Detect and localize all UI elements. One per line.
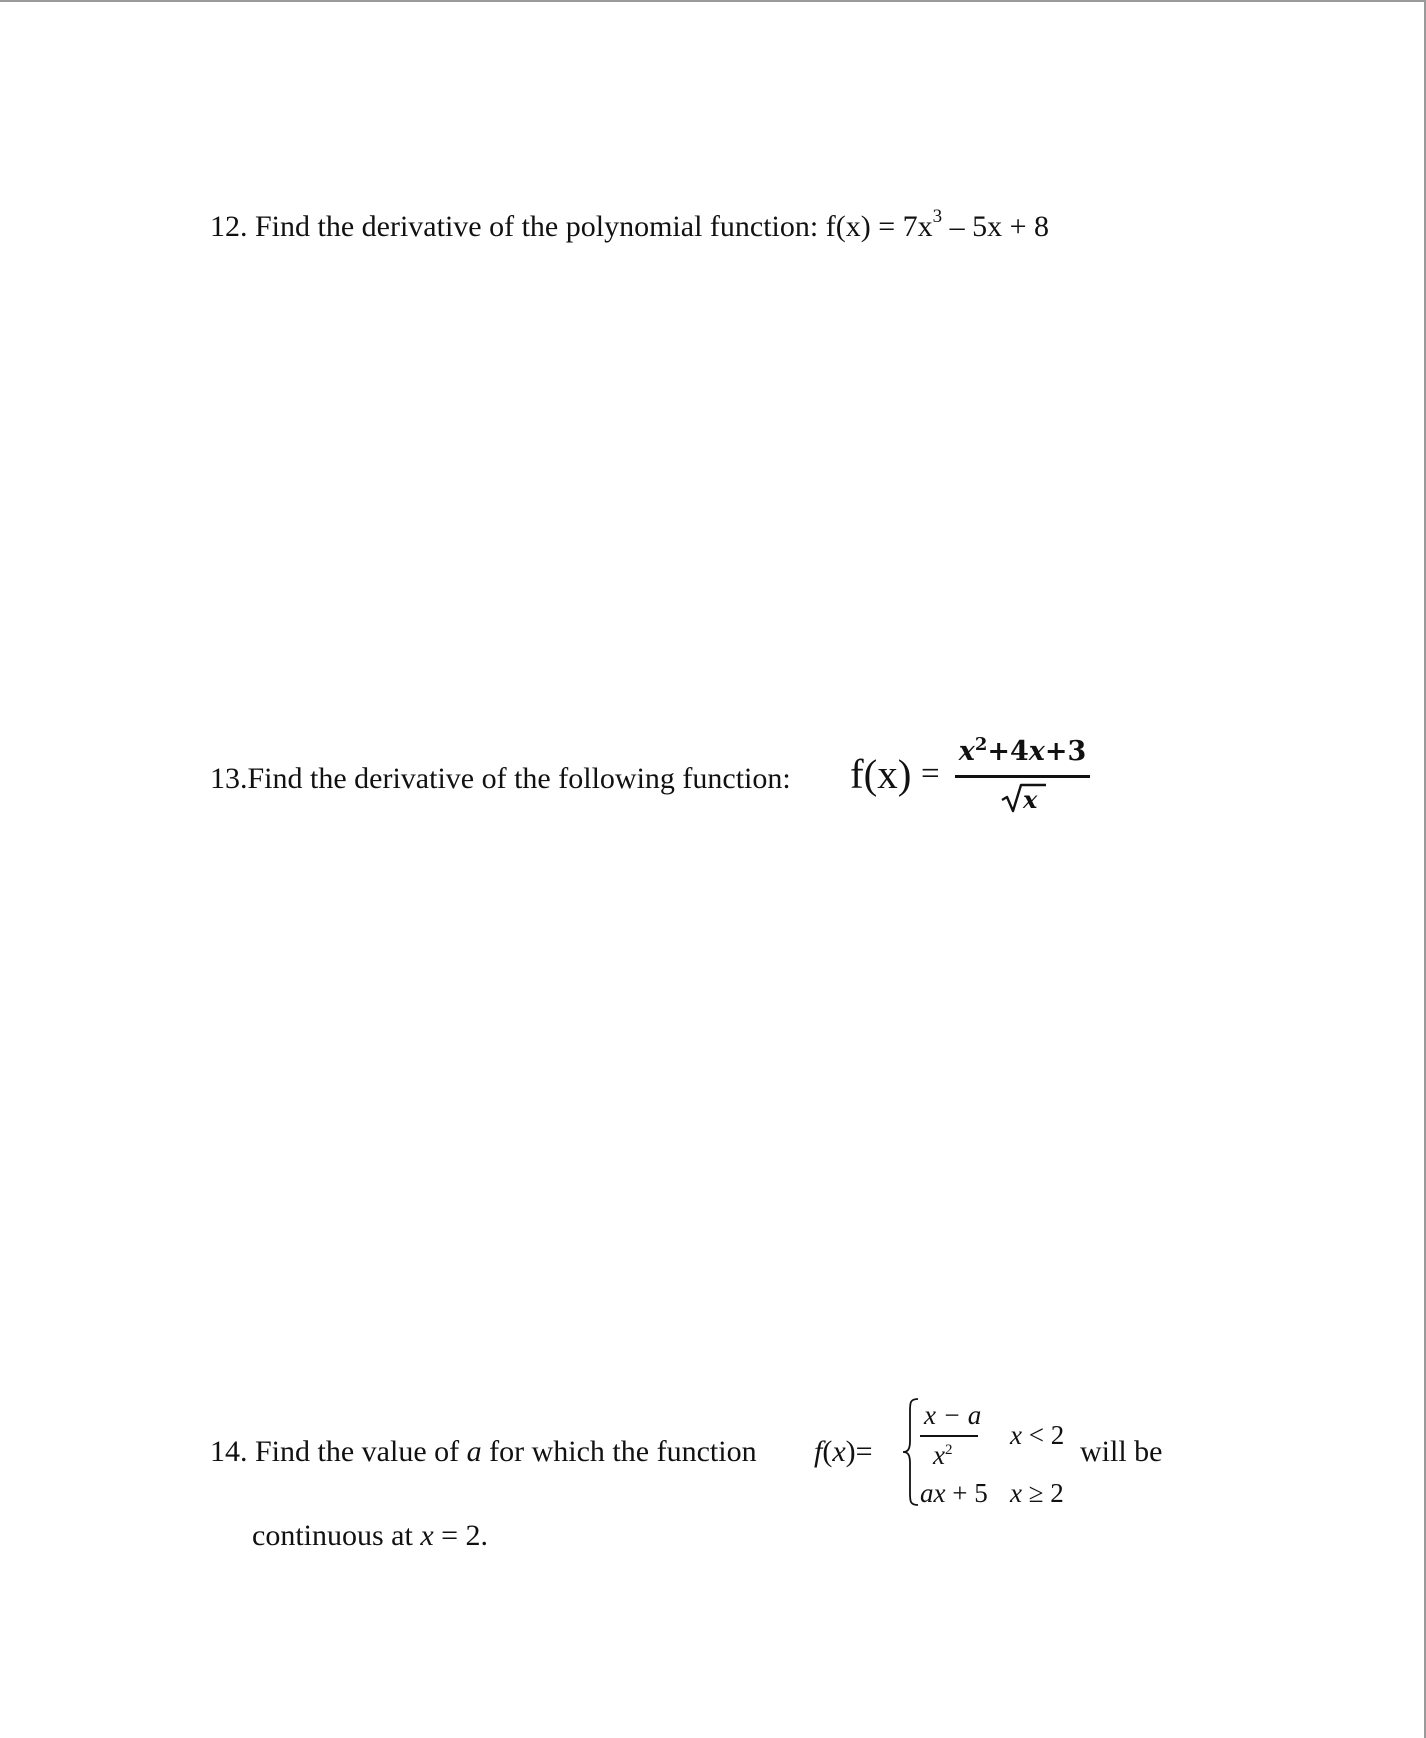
question-14-text-after: for which the function xyxy=(481,1435,757,1468)
question-12-text: Find the derivative of the polynomial function: f(x) = 7x xyxy=(255,210,933,243)
numerator-plus-four: +4 xyxy=(987,736,1029,767)
lhs-x: x xyxy=(832,1435,846,1468)
question-13-number: 13. xyxy=(210,762,248,795)
fraction-bar xyxy=(955,775,1090,778)
lhs-open: ( xyxy=(822,1435,833,1468)
question-13-text: Find the derivative of the following function: xyxy=(247,762,791,795)
case-2-condition-text: ≥ 2 xyxy=(1021,1478,1064,1508)
case-1-condition-x: x xyxy=(1010,1420,1022,1450)
left-brace-icon xyxy=(900,1397,922,1507)
case-2-condition xyxy=(1010,1480,1064,1507)
question-12-number: 12. xyxy=(210,210,248,243)
case-1-fraction-bar xyxy=(920,1435,978,1437)
question-12 xyxy=(210,206,1050,243)
case-1-numerator xyxy=(924,1402,981,1429)
case-1-denominator xyxy=(933,1442,952,1469)
case-1-condition xyxy=(1010,1422,1064,1449)
denominator-x: x xyxy=(1023,785,1038,814)
question-13-numerator xyxy=(955,734,1090,767)
page-border-top xyxy=(0,0,1426,2)
lhs-close: )= xyxy=(845,1435,873,1468)
question-13 xyxy=(210,764,791,794)
question-14-number: 14. xyxy=(210,1435,248,1468)
question-12-tail: – 5x + 8 xyxy=(942,210,1050,243)
case-1-numerator-text: x − a xyxy=(924,1400,982,1430)
question-14-line-2 xyxy=(252,1521,488,1551)
question-13-lhs: f(x) xyxy=(850,751,912,797)
case-2-expression xyxy=(920,1480,988,1507)
question-13-equals: = xyxy=(921,756,940,792)
question-14-lhs xyxy=(814,1437,873,1467)
question-13-fraction xyxy=(955,734,1090,818)
line-2-text: continuous at xyxy=(252,1519,421,1552)
question-14-tail: will be xyxy=(1080,1435,1163,1468)
numerator-plus-three: +3 xyxy=(1044,736,1087,767)
question-14-text-before: Find the value of xyxy=(255,1435,467,1468)
line-2-x: x xyxy=(420,1519,434,1552)
numerator-x: x xyxy=(958,736,975,767)
line-2-tail: = 2. xyxy=(433,1519,489,1552)
question-13-denominator xyxy=(1001,782,1047,814)
numerator-exponent: 2 xyxy=(974,734,988,755)
case-2-expression-text: + 5 xyxy=(945,1478,988,1508)
question-14-variable-a: a xyxy=(466,1435,482,1468)
question-14 xyxy=(210,1437,757,1467)
numerator-x2: x xyxy=(1028,736,1045,767)
case-1-condition-text: < 2 xyxy=(1021,1420,1065,1450)
case-1-denominator-exp: 2 xyxy=(944,1442,953,1458)
case-2-condition-x: x xyxy=(1010,1478,1022,1508)
question-12-exponent: 3 xyxy=(932,206,943,227)
case-1-denominator-x: x xyxy=(933,1440,945,1470)
lhs-f: f xyxy=(814,1435,823,1468)
case-2-expression-ax: ax xyxy=(920,1478,946,1508)
